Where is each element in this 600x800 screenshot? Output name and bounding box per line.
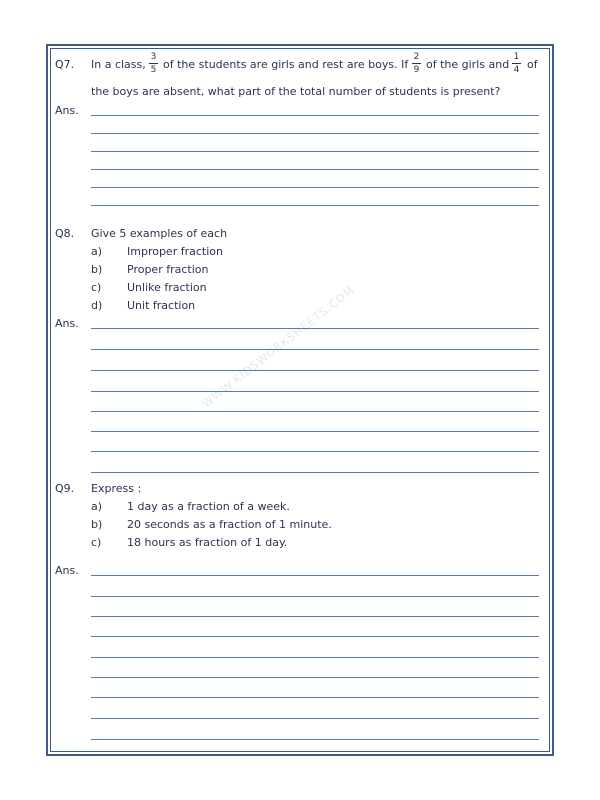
answer-line[interactable] <box>91 115 539 116</box>
fraction-denominator: 5 <box>150 65 157 75</box>
watermark: WWW.KIDSWORKSHEETS.COM <box>200 283 358 411</box>
question-8-prompt: Give 5 examples of each <box>91 227 228 240</box>
answer-line[interactable] <box>91 697 539 698</box>
question-7-text-line2: the boys are absent, what part of the total number of students is present? <box>91 85 501 98</box>
question-8-answer-label: Ans. <box>55 317 79 330</box>
answer-line[interactable] <box>91 187 539 188</box>
question-9-number: Q9. <box>55 482 75 495</box>
answer-line[interactable] <box>91 349 539 350</box>
answer-line[interactable] <box>91 616 539 617</box>
option-letter: d) <box>91 299 103 312</box>
option-text: 18 hours as fraction of 1 day. <box>127 536 288 549</box>
answer-line[interactable] <box>91 133 539 134</box>
answer-line[interactable] <box>91 328 539 329</box>
answer-line[interactable] <box>91 718 539 719</box>
answer-line[interactable] <box>91 472 539 473</box>
option-letter: a) <box>91 500 103 513</box>
answer-line[interactable] <box>91 677 539 678</box>
fraction-bar <box>149 63 158 64</box>
option-text: Unlike fraction <box>127 281 207 294</box>
answer-line[interactable] <box>91 636 539 637</box>
answer-line[interactable] <box>91 411 539 412</box>
question-7-text-part2: of the students are girls and rest are boys. If <box>163 58 409 71</box>
answer-line[interactable] <box>91 739 539 740</box>
option-letter: b) <box>91 263 103 276</box>
answer-line[interactable] <box>91 169 539 170</box>
answer-line[interactable] <box>91 596 539 597</box>
option-text: 1 day as a fraction of a week. <box>127 500 290 513</box>
worksheet-inner-border <box>50 48 550 752</box>
option-text: Unit fraction <box>127 299 196 312</box>
question-8-number: Q8. <box>55 227 75 240</box>
question-7-text-part3: of the girls and <box>426 58 510 71</box>
question-9-answer-label: Ans. <box>55 564 79 577</box>
fraction-bar <box>512 63 521 64</box>
answer-line[interactable] <box>91 431 539 432</box>
fraction-denominator: 4 <box>513 65 520 75</box>
answer-line[interactable] <box>91 451 539 452</box>
answer-line[interactable] <box>91 205 539 206</box>
question-7-text-part1: In a class, <box>91 58 146 71</box>
question-7-text-part4: of <box>527 58 538 71</box>
option-text: 20 seconds as a fraction of 1 minute. <box>127 518 332 531</box>
question-9-prompt: Express : <box>91 482 142 495</box>
question-7-answer-label: Ans. <box>55 104 79 117</box>
option-letter: c) <box>91 536 102 549</box>
fraction-numerator: 3 <box>150 52 157 62</box>
answer-line[interactable] <box>91 370 539 371</box>
option-text: Improper fraction <box>127 245 223 258</box>
fraction-denominator: 9 <box>413 65 420 75</box>
question-7-number: Q7. <box>55 58 75 71</box>
answer-line[interactable] <box>91 391 539 392</box>
fraction-3-5 <box>149 52 158 75</box>
option-letter: b) <box>91 518 103 531</box>
fraction-numerator: 1 <box>513 52 520 62</box>
fraction-bar <box>412 63 421 64</box>
option-letter: a) <box>91 245 103 258</box>
answer-line[interactable] <box>91 575 539 576</box>
fraction-2-9 <box>412 52 421 75</box>
option-text: Proper fraction <box>127 263 209 276</box>
answer-line[interactable] <box>91 151 539 152</box>
answer-line[interactable] <box>91 657 539 658</box>
fraction-1-4 <box>512 52 521 75</box>
option-letter: c) <box>91 281 102 294</box>
fraction-numerator: 2 <box>413 52 420 62</box>
